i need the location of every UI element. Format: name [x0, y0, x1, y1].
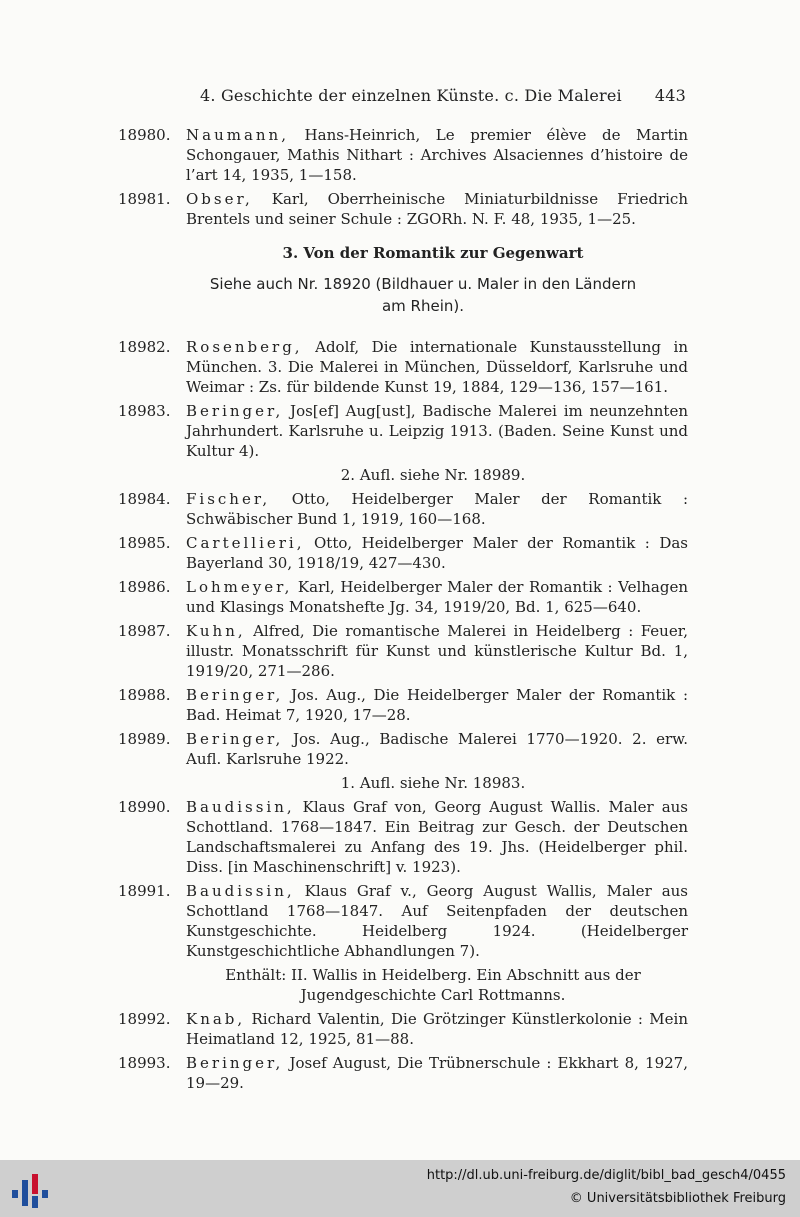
entry-text: Klaus Graf v., Georg August Wallis, Maler aus Schottland 1768—1847. Auf Seitenpfaden der deutschen Kunstgeschichte. Heidelberg 1924. (Heidelberger Kunstgeschichtliche Abhandlungen 7).	[186, 882, 688, 960]
entry-author: Lohmeyer,	[186, 578, 293, 596]
entry-number: 18991.	[118, 882, 171, 900]
entry-text: Richard Valentin, Die Grötzinger Künstlerkolonie : Mein Heimatland 12, 1925, 81—88.	[186, 1010, 688, 1048]
see-also-line: am Rhein).	[381, 297, 465, 315]
bibliography-entry	[118, 489, 688, 529]
source-url-link[interactable]: http://dl.ub.uni-freiburg.de/diglit/bibl_bad_gesch4/0455	[426, 1168, 786, 1183]
entry-text: Jos. Aug., Badische Malerei 1770—1920. 2. erw. Aufl. Karlsruhe 1922.	[186, 730, 688, 768]
entry-author: Beringer,	[186, 402, 284, 420]
entry-author: Cartellieri,	[186, 534, 305, 552]
entry-text: Otto, Heidelberger Maler der Romantik : Das Bayerland 30, 1918/19, 427—430.	[186, 534, 688, 572]
entry-text: Klaus Graf von, Georg August Wallis. Maler aus Schottland. 1768—1847. Ein Beitrag zur Gesch. der Deutschen Landschaftsmalerei zu Anfang des 19. Jhs. (Heidelberger phil. Diss. [in Maschinenschrift] v. 1923).	[186, 798, 688, 876]
copyright-text: © Universitätsbibliothek Freiburg	[569, 1191, 786, 1206]
entry-number: 18983.	[118, 402, 171, 420]
entry-author: Fischer,	[186, 490, 271, 508]
library-logo-icon	[10, 1170, 52, 1210]
entry-text: Hans-Heinrich, Le premier élève de Martin Schongauer, Mathis Nithart : Archives Alsaciennes d’histoire de l’art 14, 1935, 1—158.	[186, 126, 688, 184]
page-number: 443	[654, 86, 686, 105]
see-also-line: Siehe auch Nr. 18920 (Bildhauer u. Maler in den Ländern	[209, 275, 637, 293]
entries-top	[118, 125, 688, 229]
section-heading: 3. Von der Romantik zur Gegenwart	[282, 244, 584, 262]
entry-note: 1. Aufl. siehe Nr. 18983.	[340, 774, 526, 792]
entry-author: Beringer,	[186, 1054, 284, 1072]
see-also-note	[158, 273, 688, 317]
entry-author: Baudissin,	[186, 798, 295, 816]
entry-number: 18980.	[118, 126, 171, 144]
bibliography-entry	[118, 533, 688, 573]
entry-author: Naumann,	[186, 126, 289, 144]
entry-text: Karl, Heidelberger Maler der Romantik : Velhagen und Klasings Monatshefte Jg. 34, 1919/20, Bd. 1, 625—640.	[186, 578, 688, 616]
entry-number: 18981.	[118, 190, 171, 208]
entry-number: 18982.	[118, 338, 171, 356]
entry-number: 18992.	[118, 1010, 171, 1028]
entry-text: Otto, Heidelberger Maler der Romantik : Schwäbischer Bund 1, 1919, 160—168.	[186, 490, 688, 528]
entry-number: 18985.	[118, 534, 171, 552]
running-head	[200, 86, 686, 105]
entry-text: Alfred, Die romantische Malerei in Heidelberg : Feuer, illustr. Monatsschrift für Kunst und künstlerische Kultur Bd. 1, 1919/20, 271—286.	[186, 622, 688, 680]
entry-text: Jos. Aug., Die Heidelberger Maler der Romantik : Bad. Heimat 7, 1920, 17—28.	[186, 686, 688, 724]
entry-author: Obser,	[186, 190, 253, 208]
bibliography-entry	[118, 685, 688, 725]
entries-list	[118, 337, 688, 1093]
entry-number: 18990.	[118, 798, 171, 816]
bibliography-entry	[118, 729, 688, 769]
bibliography-entry	[118, 337, 688, 397]
entry-number: 18988.	[118, 686, 171, 704]
running-head-title: 4. Geschichte der einzelnen Künste. c. Die Malerei	[200, 86, 622, 105]
entry-number: 18984.	[118, 490, 171, 508]
bibliography-entry	[118, 797, 688, 877]
footer-bar	[0, 1160, 800, 1217]
entry-author: Rosenberg,	[186, 338, 303, 356]
bibliography-entry	[118, 621, 688, 681]
entry-number: 18986.	[118, 578, 171, 596]
entry-note: Enthält: II. Wallis in Heidelberg. Ein Abschnitt aus der Jugendgeschichte Carl Rottmanns.	[225, 966, 641, 1004]
entry-author: Beringer,	[186, 686, 284, 704]
entry-author: Kuhn,	[186, 622, 246, 640]
bibliography-entry	[118, 125, 688, 185]
bibliography-entry	[118, 1053, 688, 1093]
entry-note: 2. Aufl. siehe Nr. 18989.	[340, 466, 526, 484]
entry-text: Karl, Oberrheinische Miniaturbildnisse Friedrich Brentels und seiner Schule : ZGORh. N. F. 48, 1935, 1—25.	[186, 190, 688, 228]
bibliography-entry	[118, 401, 688, 461]
entry-text: Jos[ef] Aug[ust], Badische Malerei im neunzehnten Jahrhundert. Karlsruhe u. Leipzig 1913. (Baden. Seine Kunst und Kultur 4).	[186, 402, 688, 460]
bibliography-entry	[118, 881, 688, 961]
bibliography-content	[118, 125, 688, 1097]
entry-text: Josef August, Die Trübnerschule : Ekkhart 8, 1927, 19—29.	[186, 1054, 688, 1092]
entry-number: 18989.	[118, 730, 171, 748]
entry-author: Baudissin,	[186, 882, 295, 900]
entry-author: Beringer,	[186, 730, 284, 748]
entry-author: Knab,	[186, 1010, 246, 1028]
entry-text: Adolf, Die internationale Kunstausstellung in München. 3. Die Malerei in München, Düsseldorf, Karlsruhe und Weimar : Zs. für bildende Kunst 19, 1884, 129—136, 157—161.	[186, 338, 688, 396]
bibliography-entry	[118, 577, 688, 617]
bibliography-entry	[118, 1009, 688, 1049]
entry-number: 18993.	[118, 1054, 171, 1072]
entry-number: 18987.	[118, 622, 171, 640]
bibliography-entry	[118, 189, 688, 229]
